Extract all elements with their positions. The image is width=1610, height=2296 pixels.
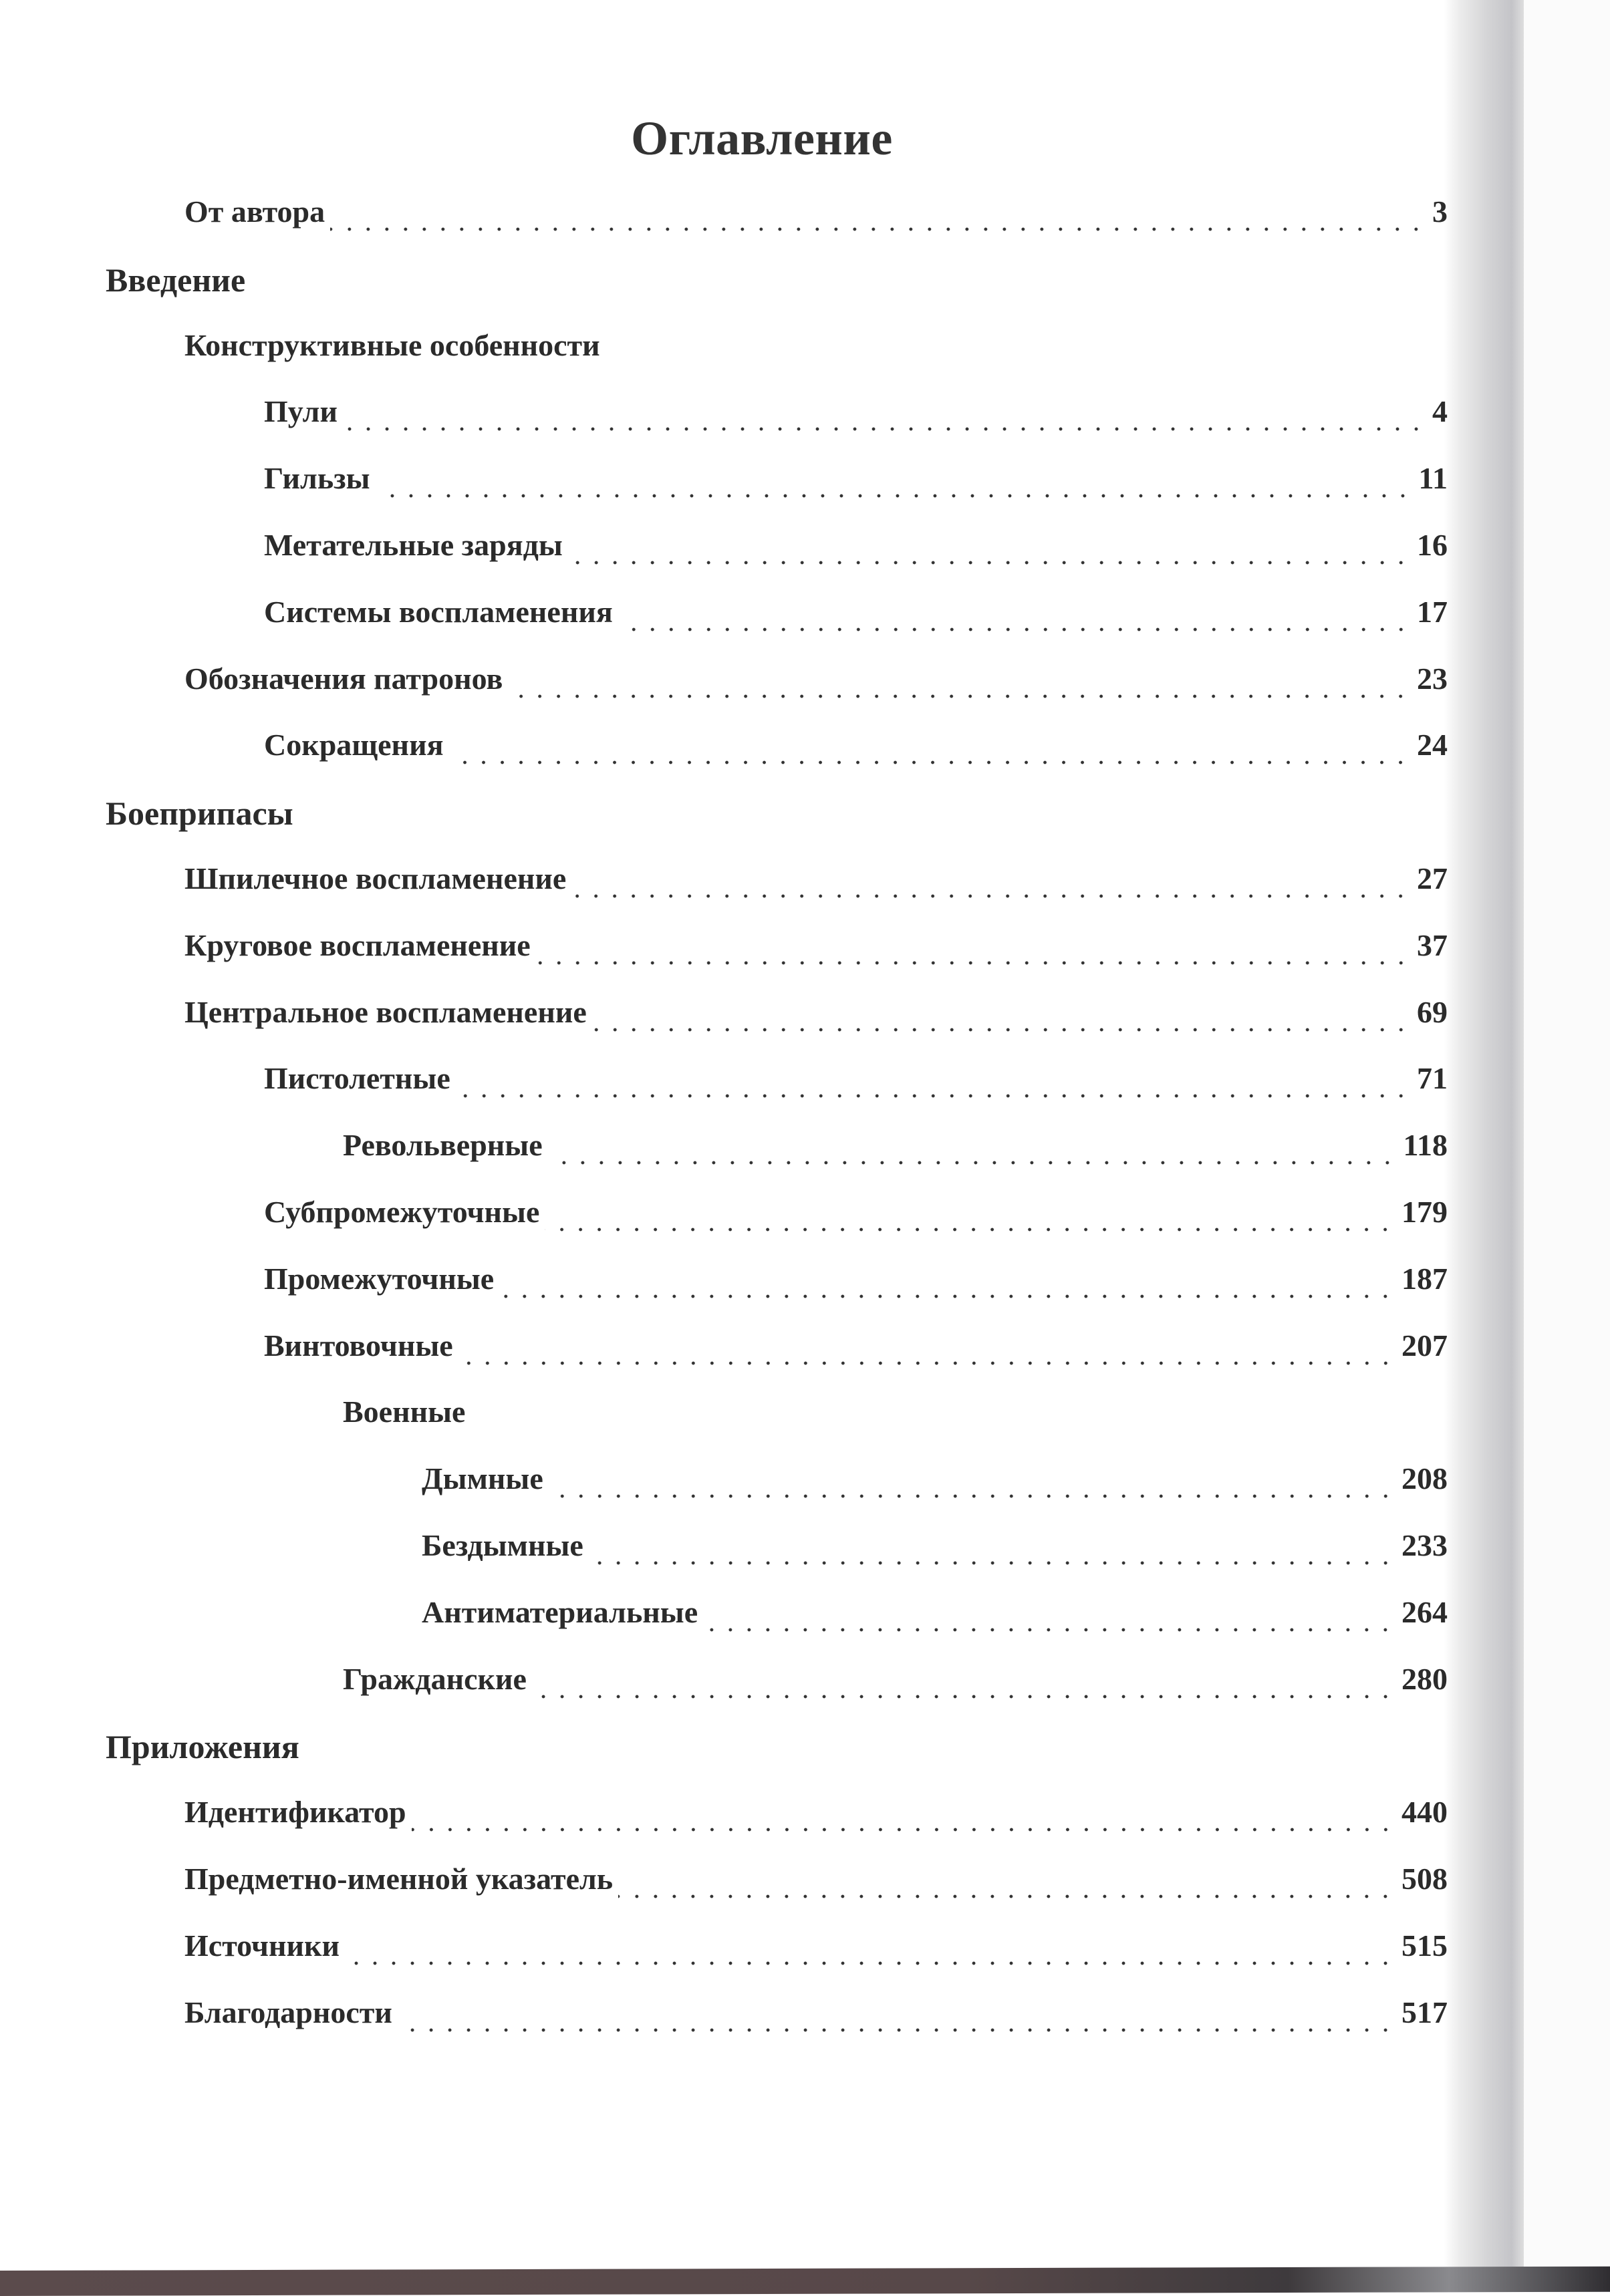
toc-section-heading[interactable] — [0, 1727, 1448, 1774]
toc-entry[interactable] — [0, 1528, 1448, 1574]
toc-entry-label: Предметно-именной указатель — [184, 1862, 614, 1896]
toc-entry-label: Субпромежуточные — [264, 1195, 540, 1229]
toc-entry-label: Бездымные — [422, 1528, 583, 1562]
toc-entry-label: Источники — [184, 1928, 340, 1963]
toc-entry[interactable] — [0, 661, 1448, 708]
toc-entry-label: Шпилечное воспламенение — [184, 861, 567, 895]
dot-leader — [589, 1560, 1395, 1566]
toc-entry[interactable] — [0, 1661, 1448, 1708]
toc-entry[interactable] — [0, 327, 1448, 374]
toc-entry-page-number: 515 — [1401, 1928, 1448, 1963]
dot-leader — [343, 426, 1426, 432]
toc-entry-page-number: 118 — [1403, 1128, 1448, 1163]
dot-leader — [412, 1826, 1395, 1833]
toc-entry-page-number: 37 — [1417, 927, 1448, 962]
dot-leader — [499, 1293, 1395, 1300]
toc-entry-label: Центральное воспламенение — [184, 994, 587, 1029]
toc-entry-page-number: 264 — [1401, 1594, 1448, 1629]
toc-entry-label: Револьверные — [343, 1128, 543, 1163]
toc-entry[interactable] — [0, 861, 1448, 907]
toc-entry[interactable] — [0, 994, 1448, 1041]
dot-leader — [571, 893, 1410, 899]
toc-entry-page-number: 11 — [1418, 461, 1448, 496]
toc-entry-label: Системы воспламенения — [264, 594, 613, 629]
toc-entry[interactable] — [0, 1060, 1448, 1107]
toc-entry[interactable] — [0, 1394, 1448, 1441]
toc-entry[interactable] — [0, 460, 1448, 507]
toc-entry[interactable] — [0, 1995, 1448, 2041]
dot-leader — [536, 960, 1410, 966]
toc-entry[interactable] — [0, 1794, 1448, 1841]
toc-entry[interactable] — [0, 1194, 1448, 1241]
dot-leader — [618, 1893, 1395, 1900]
toc-entry[interactable] — [0, 1928, 1448, 1975]
toc-entry[interactable] — [0, 1594, 1448, 1641]
toc-entry-page-number: 187 — [1401, 1261, 1448, 1296]
toc-entry-page-number: 179 — [1401, 1195, 1448, 1229]
dot-leader — [376, 492, 1412, 499]
toc-entry[interactable] — [0, 727, 1448, 774]
toc-entry-label: Круговое воспламенение — [184, 927, 531, 962]
toc-entry[interactable] — [0, 527, 1448, 574]
scan-bottom-edge — [0, 2267, 1610, 2296]
dot-leader — [549, 1493, 1395, 1499]
toc-entry-label: Пули — [264, 394, 338, 429]
toc-entry-label: Боеприпасы — [106, 795, 293, 833]
toc-entry-page-number: 23 — [1417, 661, 1448, 696]
toc-entry-label: Обозначения патронов — [184, 661, 503, 696]
toc-section-heading[interactable] — [0, 261, 1448, 307]
dot-leader — [330, 226, 1426, 233]
dot-leader — [398, 2027, 1395, 2033]
dot-leader — [448, 759, 1410, 766]
toc-entry-label: Идентификатор — [184, 1795, 406, 1830]
toc-entry-label: Сокращения — [264, 728, 444, 762]
page-gutter-shadow — [1444, 0, 1524, 2272]
dot-leader — [532, 1693, 1395, 1700]
toc-entry-label: Гильзы — [264, 461, 370, 496]
adjacent-page-edge — [1524, 0, 1610, 2272]
dot-leader — [345, 1960, 1395, 1967]
toc-entry-page-number: 16 — [1417, 528, 1448, 562]
toc-entry-label: Антиматериальные — [422, 1594, 698, 1629]
toc-entry-page-number: 17 — [1417, 594, 1448, 629]
toc-entry[interactable] — [0, 594, 1448, 641]
toc-entry[interactable] — [0, 927, 1448, 974]
toc-entry[interactable] — [0, 1261, 1448, 1308]
toc-entry[interactable] — [0, 1328, 1448, 1375]
dot-leader — [508, 693, 1410, 700]
toc-section-heading[interactable] — [0, 794, 1448, 841]
toc-entry-page-number: 3 — [1432, 194, 1448, 229]
toc-entry-page-number: 233 — [1401, 1528, 1448, 1562]
toc-entry-page-number: 517 — [1401, 1995, 1448, 2029]
toc-entry-page-number: 207 — [1401, 1328, 1448, 1362]
toc-entry-label: Благодарности — [184, 1995, 392, 2029]
toc-entry-page-number: 24 — [1417, 728, 1448, 762]
toc-entry-page-number: 440 — [1401, 1795, 1448, 1830]
dot-leader — [568, 559, 1410, 566]
toc-entry-label: Военные — [343, 1395, 466, 1429]
toc-entry-page-number: 71 — [1417, 1061, 1448, 1096]
toc-entry-label: Винтовочные — [264, 1328, 453, 1362]
toc-entry[interactable] — [0, 1127, 1448, 1174]
toc-entry[interactable] — [0, 194, 1448, 241]
toc-entry-page-number: 208 — [1401, 1461, 1448, 1496]
dot-leader — [703, 1626, 1395, 1633]
toc-entry-label: Введение — [106, 261, 246, 299]
toc-entry-label: Промежуточные — [264, 1261, 495, 1296]
toc-entry-label: Метательные заряды — [264, 528, 563, 562]
toc-entry[interactable] — [0, 394, 1448, 440]
toc-entry-page-number: 508 — [1401, 1862, 1448, 1896]
dot-leader — [456, 1093, 1410, 1099]
toc-entry-label: От автора — [184, 194, 325, 229]
dot-leader — [592, 1026, 1410, 1033]
page-title: Оглавление — [631, 112, 893, 166]
toc-entry[interactable] — [0, 1861, 1448, 1908]
toc-entry-label: Приложения — [106, 1728, 299, 1766]
toc-entry-label: Конструктивные особенности — [184, 327, 600, 362]
toc-entry-page-number: 280 — [1401, 1661, 1448, 1696]
dot-leader — [548, 1159, 1397, 1166]
toc-entry-page-number: 69 — [1417, 994, 1448, 1029]
toc-entry-label: Пистолетные — [264, 1061, 450, 1096]
toc-entry-label: Дымные — [422, 1461, 543, 1496]
dot-leader — [618, 626, 1410, 633]
toc-entry[interactable] — [0, 1461, 1448, 1508]
toc-entry-page-number: 27 — [1417, 861, 1448, 895]
toc-entry-label: Гражданские — [343, 1661, 527, 1696]
toc-entry-page-number: 4 — [1432, 394, 1448, 429]
dot-leader — [458, 1360, 1395, 1367]
dot-leader — [545, 1226, 1395, 1233]
